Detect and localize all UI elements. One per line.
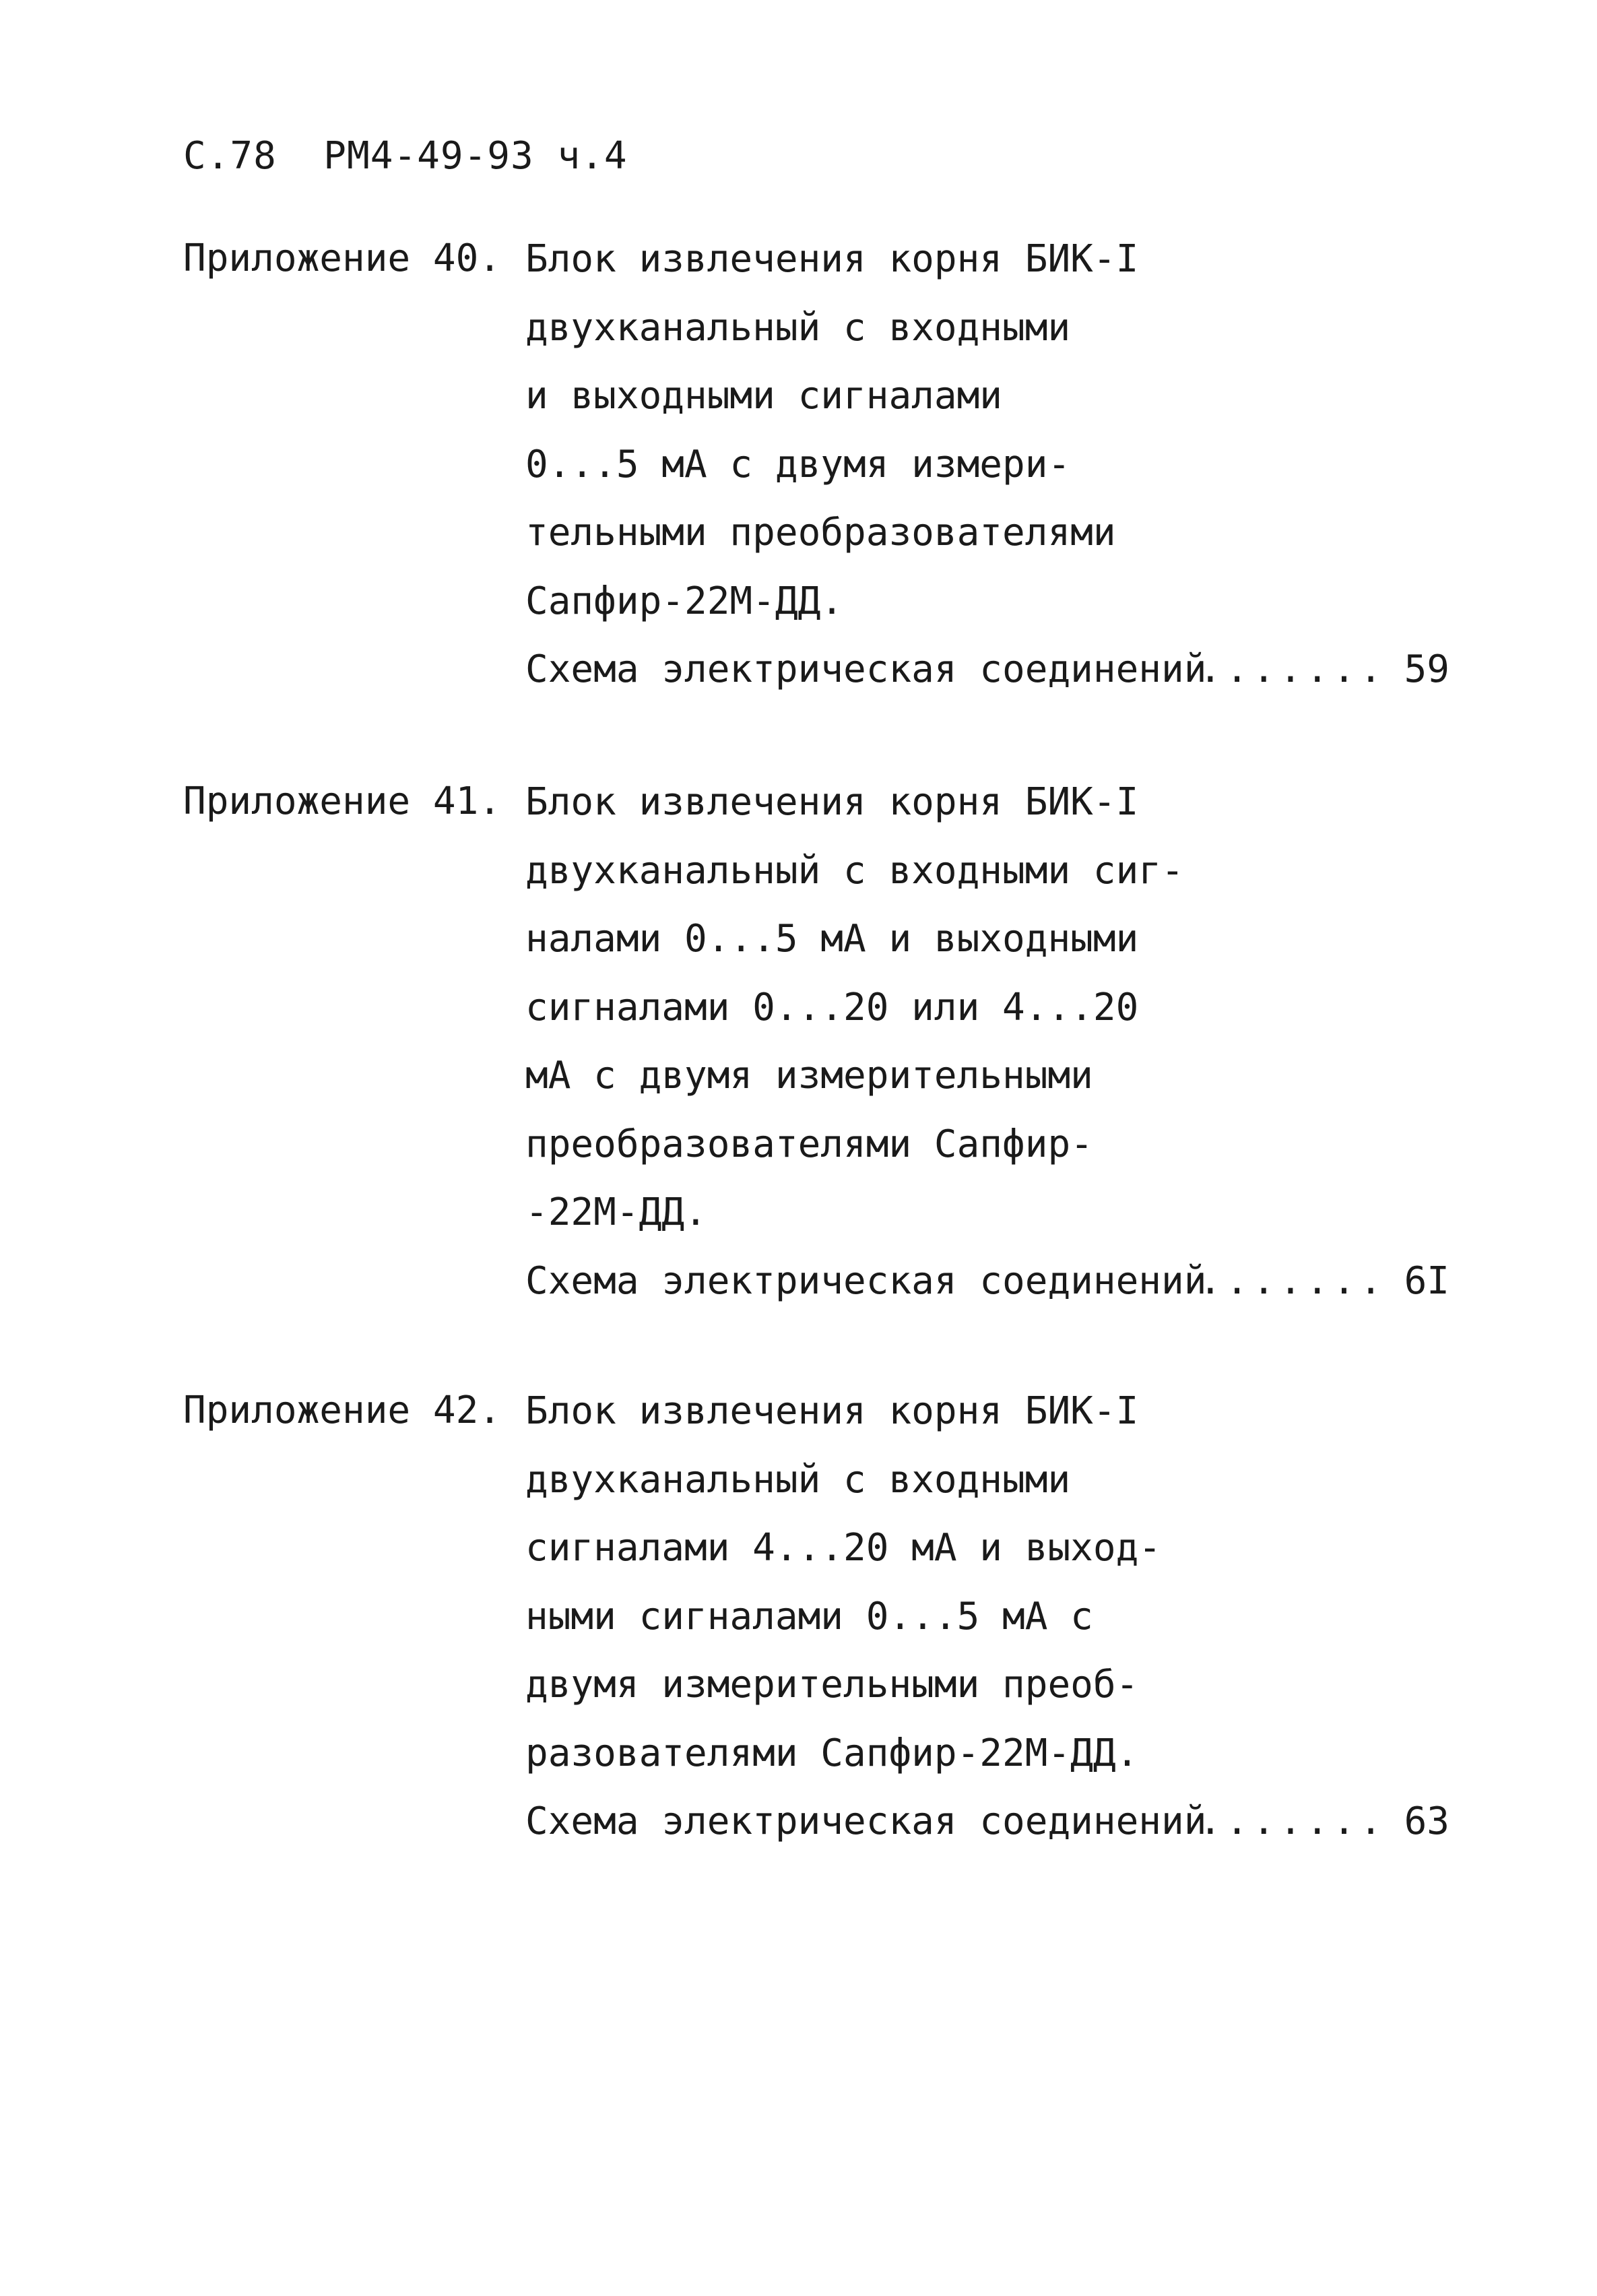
page-header: С.78 РМ4-49-93 ч.4 <box>183 134 628 178</box>
leader-dots: ....... <box>1199 1799 1387 1843</box>
description-line: налами 0...5 мА и выходными <box>525 917 1139 961</box>
appendix-label: Приложение 40. <box>183 236 502 280</box>
description-line: разователями Сапфир-22М-ДД. <box>525 1731 1139 1775</box>
schema-row <box>525 635 1449 704</box>
appendix-description <box>525 1377 1449 1856</box>
appendix-description <box>525 768 1449 1315</box>
description-line: -22М-ДД. <box>525 1190 707 1234</box>
schema-title: Схема электрическая соединений <box>525 1799 1207 1843</box>
appendix-label: Приложение 42. <box>183 1389 502 1432</box>
description-line: сигналами 4...20 мА и выход- <box>525 1526 1162 1570</box>
description-line: и выходными сигналами <box>525 374 1003 418</box>
page-number: 63 <box>1404 1799 1449 1843</box>
page-number: 59 <box>1404 647 1449 691</box>
page-number: 6I <box>1404 1258 1449 1303</box>
description-line: преобразователями Сапфир- <box>525 1122 1093 1166</box>
description-line: двухканальный с входными <box>525 305 1071 350</box>
description-line: двумя измерительными преоб- <box>525 1663 1139 1707</box>
description-line: Сапфир-22М-ДД. <box>525 579 844 623</box>
description-line: тельными преобразователями <box>525 511 1116 554</box>
description-line: Блок извлечения корня БИК-I <box>525 1389 1139 1433</box>
description-line: сигналами 0...20 или 4...20 <box>525 985 1139 1029</box>
schema-row <box>525 1787 1449 1856</box>
leader-dots: ....... <box>1199 647 1387 691</box>
description-line: Блок извлечения корня БИК-I <box>525 237 1139 281</box>
appendix-label: Приложение 41. <box>183 779 502 823</box>
description-line: мА с двумя измерительными <box>525 1054 1093 1097</box>
description-line: ными сигналами 0...5 мА с <box>525 1594 1093 1638</box>
description-line: двухканальный с входными <box>525 1457 1071 1502</box>
schema-title: Схема электрическая соединений <box>525 1258 1207 1303</box>
schema-title: Схема электрическая соединений <box>525 647 1207 691</box>
description-line: 0...5 мА с двумя измери- <box>525 442 1071 486</box>
leader-dots: ....... <box>1199 1258 1387 1303</box>
description-line: двухканальный с входными сиг- <box>525 848 1184 893</box>
schema-row <box>525 1247 1449 1316</box>
appendix-description <box>525 225 1449 704</box>
description-line: Блок извлечения корня БИК-I <box>525 780 1139 824</box>
